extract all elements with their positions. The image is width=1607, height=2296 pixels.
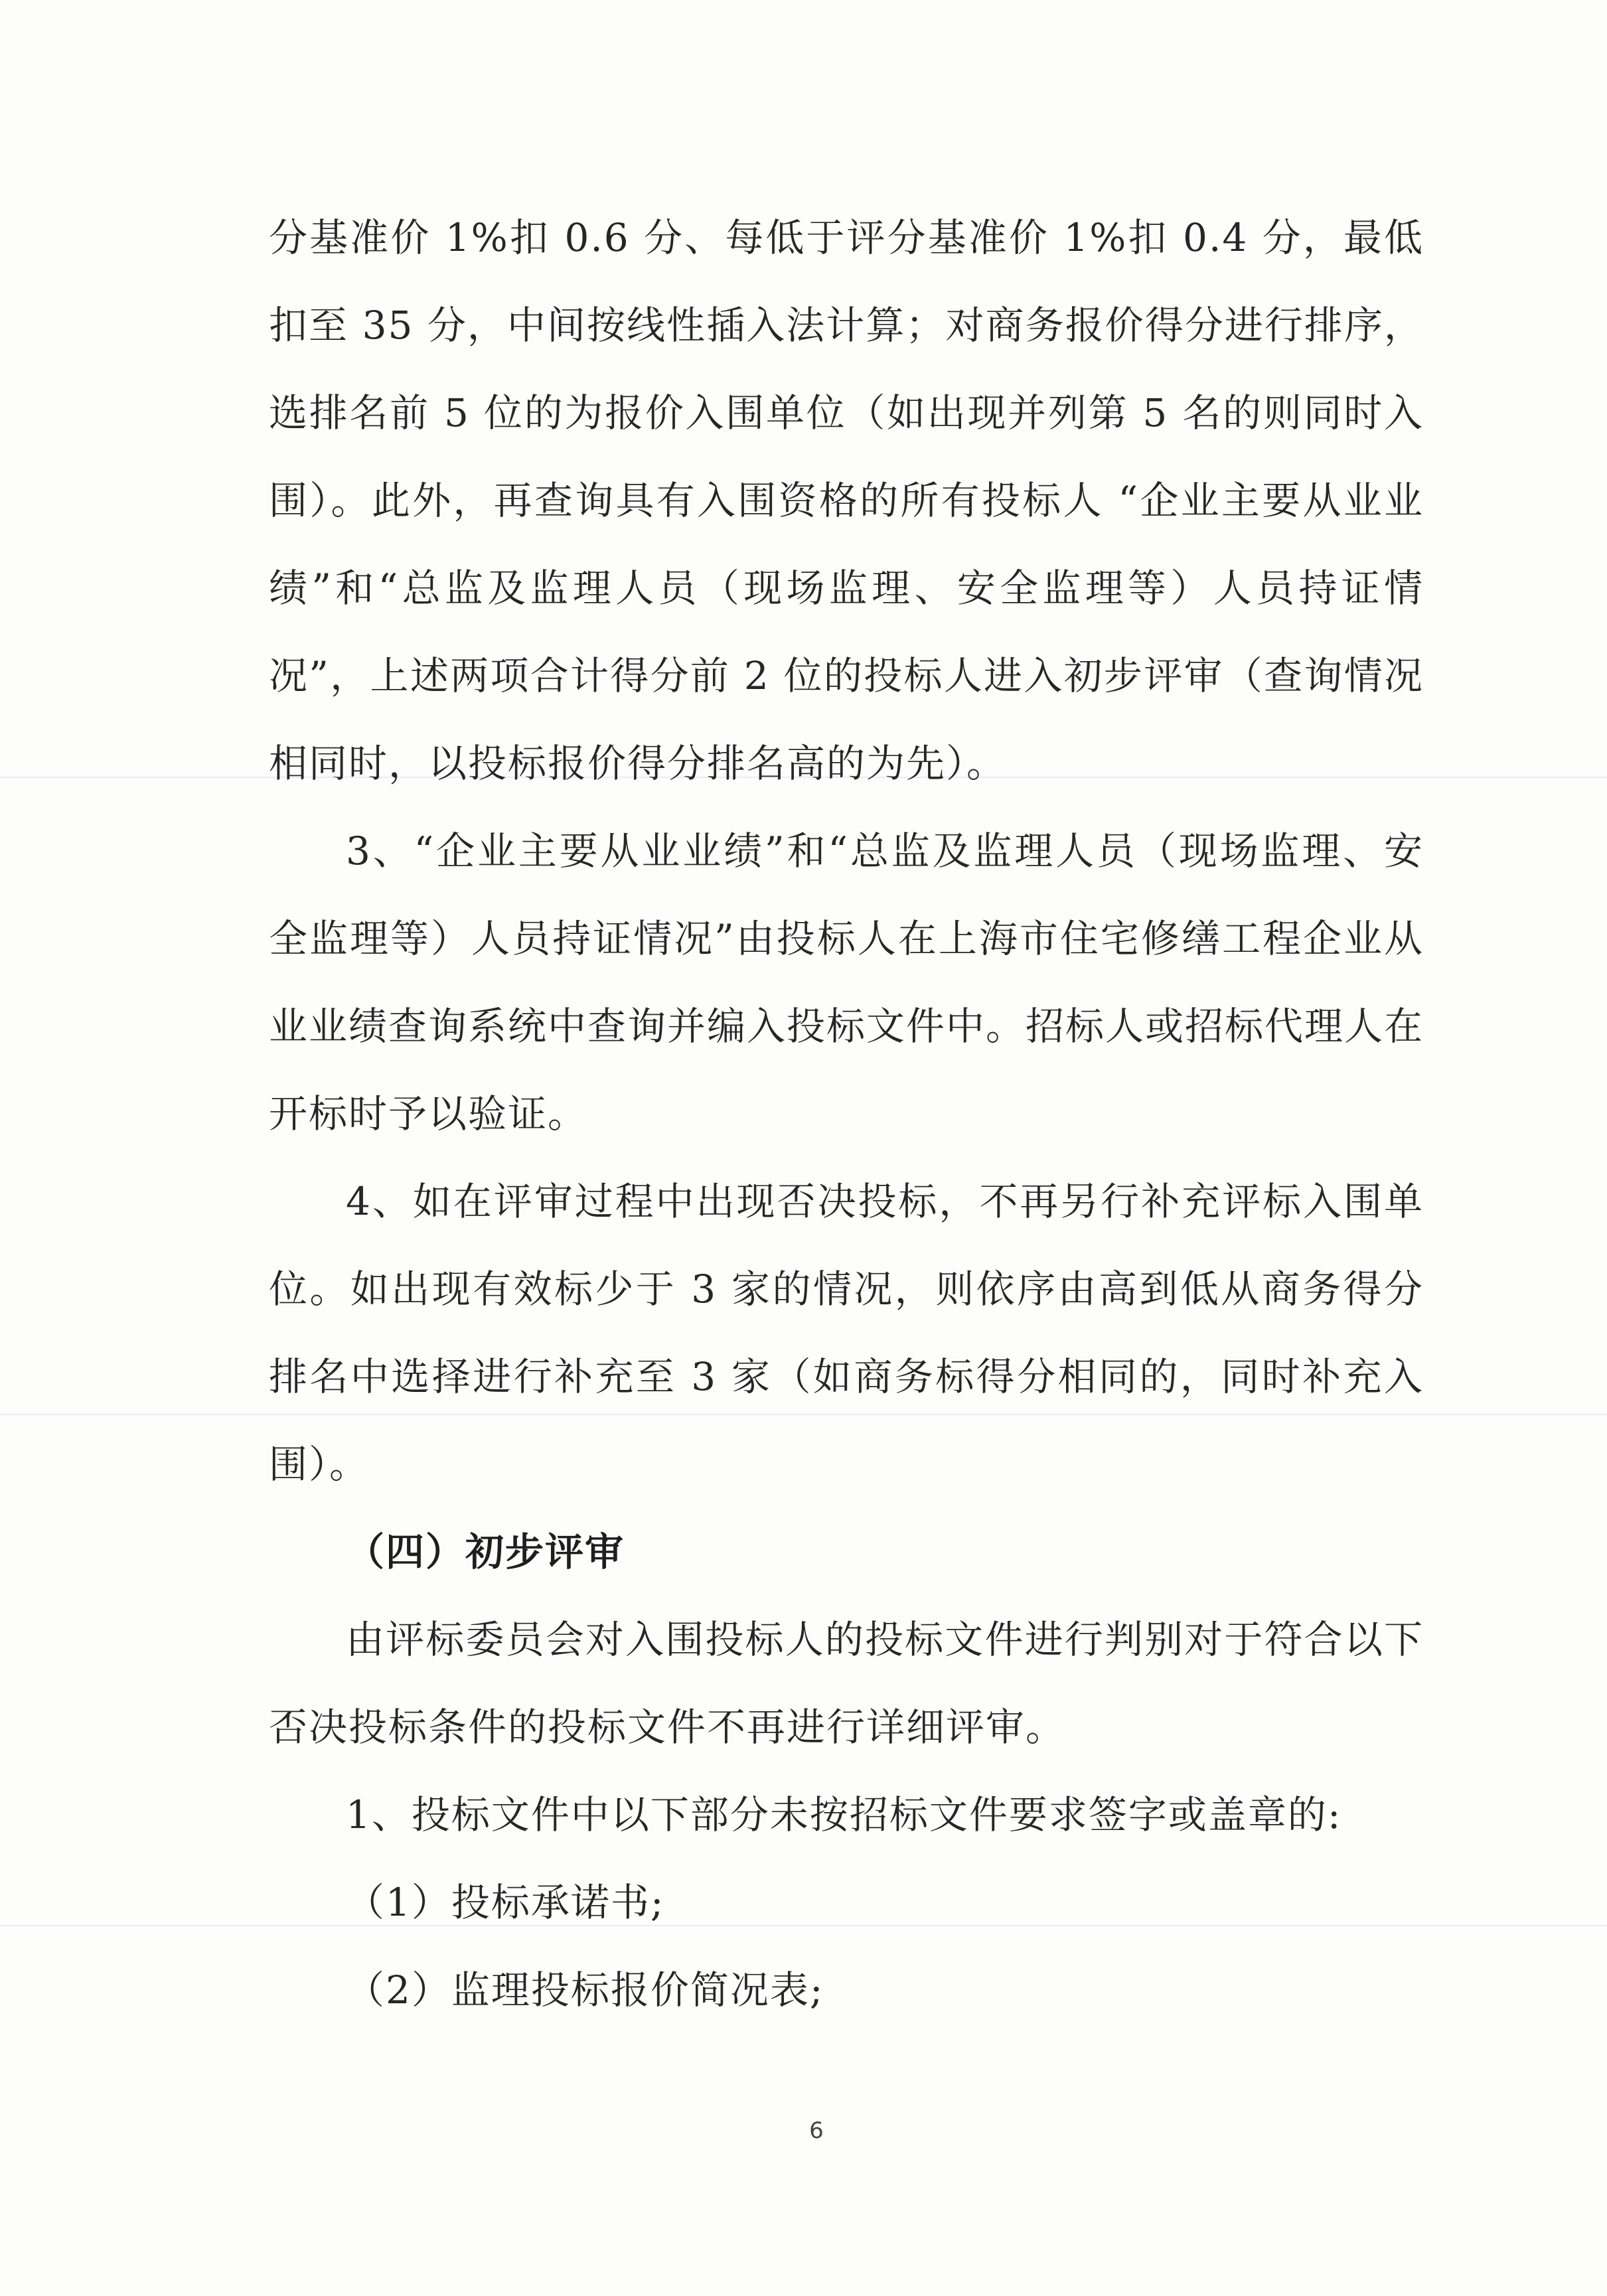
paragraph-item-3: 3、“企业主要从业业绩”和“总监及监理人员（现场监理、安全监理等）人员持证情况”由投标人在上海市住宅修缮工程企业从业业绩查询系统中查询并编入投标文件中。招标人或招标代理人在开标时予以验证。 — [269, 828, 1424, 1136]
list-item-2: （2）监理投标报价简况表; — [346, 1967, 824, 2013]
paragraph-item-4: 4、如在评审过程中出现否决投标，不再另行补充评标入围单位。如出现有效标少于 3 家的情况，则依序由高到低从商务得分排名中选择进行补充至 3 家（如商务标得分相同的，同时补充入围）。 — [269, 1179, 1424, 1487]
list-item-1: （1）投标承诺书; — [346, 1880, 665, 1925]
paragraph-continued-scoring: 分基准价 1%扣 0.6 分、每低于评分基准价 1%扣 0.4 分，最低扣至 35 分，中间按线性插入法计算；对商务报价得分进行排序，选排名前 5 位的为报价入围单位（如出现并列第 5 名的则同时入围）。此外，再查询具有入围资格的所有投标人 “企业主要从业业绩”和“总监及监理人员（现场监理、安全监理等）人员持证情况”，上述两项合计得分前 2 位的投标人进入初步评审（查询情况相同时，以投标报价得分排名高的为先）。 — [269, 215, 1424, 786]
page-number: 6 — [809, 2117, 824, 2144]
document-body — [269, 194, 1424, 2034]
paragraph-item-1: 1、投标文件中以下部分未按招标文件要求签字或盖章的: — [346, 1792, 1342, 1837]
section-heading: （四）初步评审 — [346, 1529, 625, 1574]
paragraph-review-intro: 由评标委员会对入围投标人的投标文件进行判别对于符合以下否决投标条件的投标文件不再进行详细评审。 — [269, 1617, 1424, 1750]
